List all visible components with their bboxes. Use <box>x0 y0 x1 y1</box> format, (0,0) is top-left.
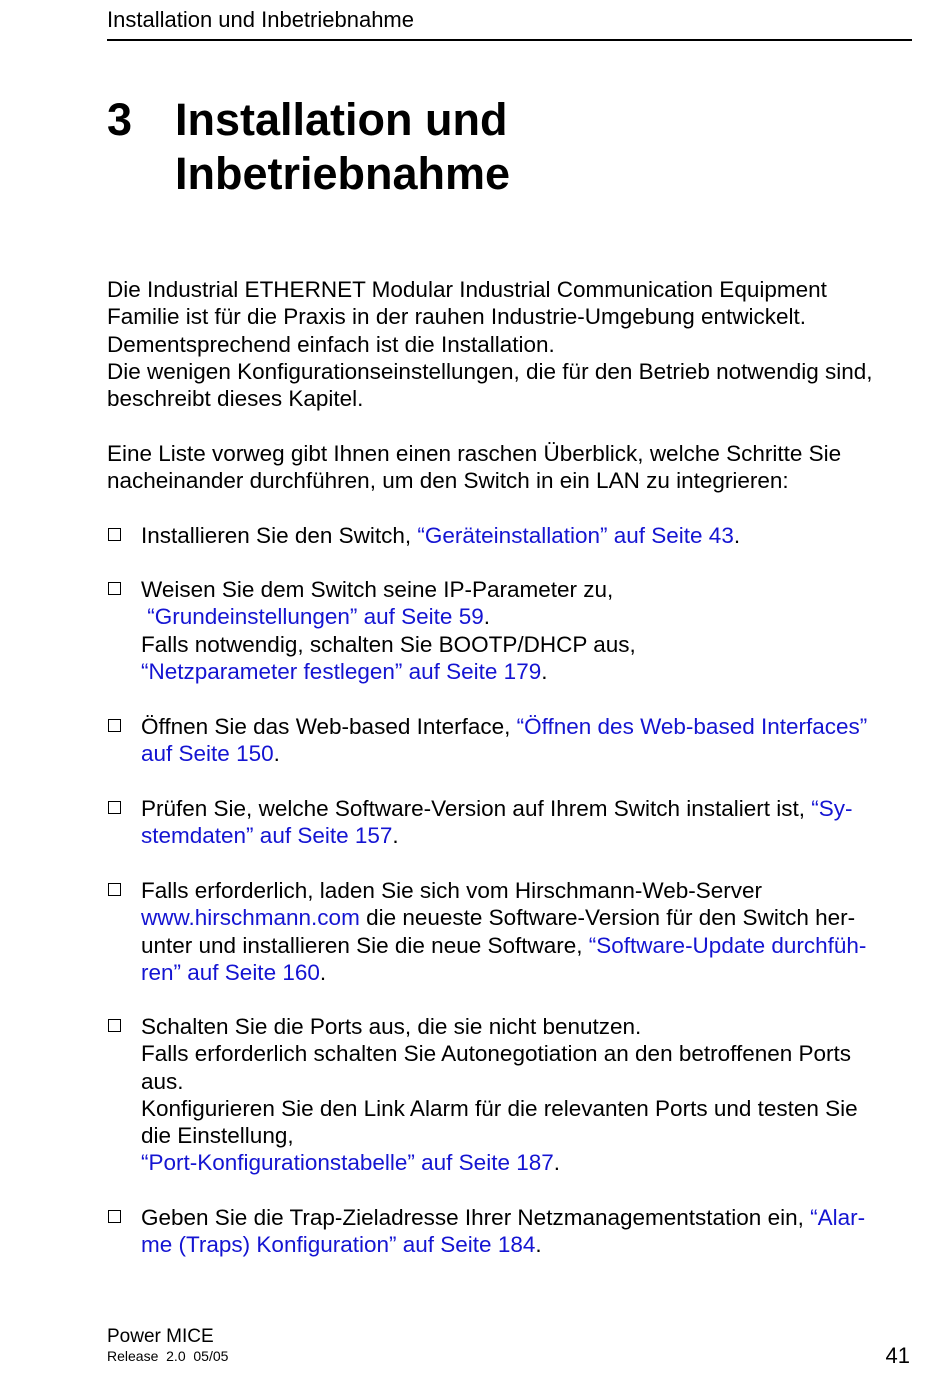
intro-paragraph-2 <box>107 440 917 495</box>
website-link[interactable]: www.hirschmann.com <box>141 905 360 931</box>
checkbox-icon <box>108 528 121 541</box>
page-link[interactable]: ren” auf Seite 160 <box>141 959 320 985</box>
page-link[interactable]: “Alar- <box>810 1205 866 1230</box>
chapter-title <box>175 93 735 201</box>
checklist-item: Schalten Sie die Ports aus, die sie nicht benutzen. Falls erforderlich schalten Sie Autonegotiation an den betroffenen Ports aus. Konfigurieren Sie den Link Alarm für die relevanten Ports und testen Sie die Einstellung, “Port-Konfigurationstabelle” auf Seite 187. <box>107 1013 917 1177</box>
page-link[interactable]: me (Traps) Konfiguration” auf Seite 184 <box>141 1232 536 1258</box>
intro-line: Familie ist für die Praxis in der rauhen Industrie-Umgebung entwickelt. <box>107 304 807 330</box>
chapter-title-line1: Installation und <box>175 94 508 145</box>
chapter-number: 3 <box>107 94 133 145</box>
checkbox-icon <box>108 582 121 595</box>
running-header: Installation und Inbetriebnahme <box>107 7 414 32</box>
footer-release: Release 2.0 05/05 <box>107 1348 229 1364</box>
checklist-item: Weisen Sie dem Switch seine IP-Parameter zu, “Grundeinstellungen” auf Seite 59. Falls notwendig, schalten Sie BOOTP/DHCP aus, “Netzparameter festlegen” auf Seite 179. <box>107 576 917 685</box>
page-link[interactable]: auf Seite 150 <box>141 741 274 767</box>
chapter-title-line2: Inbetriebnahme <box>175 148 511 199</box>
page-link[interactable]: stemdaten” auf Seite 157 <box>141 823 393 849</box>
checklist-item: Installieren Sie den Switch, “Geräteinstallation” auf Seite 43. <box>107 522 917 549</box>
checkbox-icon <box>108 1210 121 1223</box>
intro-line: Die wenigen Konfigurationseinstellungen, die für den Betrieb notwendig sind, <box>107 358 873 384</box>
intro-line: Eine Liste vorweg gibt Ihnen einen raschen Überblick, welche Schritte Sie <box>107 441 842 466</box>
footer-product: Power MICE <box>107 1326 214 1347</box>
header-rule <box>107 39 912 41</box>
intro-paragraph-1 <box>107 276 917 412</box>
checklist-item: Geben Sie die Trap-Zieladresse Ihrer Netzmanagementstation ein, “Alar- me (Traps) Konfiguration” auf Seite 184. <box>107 1204 917 1259</box>
page-link[interactable]: “Öffnen des Web-based Interfaces” <box>516 714 868 739</box>
intro-line: nacheinander durchführen, um den Switch in ein LAN zu integrieren: <box>107 468 789 494</box>
checkbox-icon <box>108 1019 121 1032</box>
checklist-item: Falls erforderlich, laden Sie sich vom Hirschmann-Web-Server www.hirschmann.com die neueste Software-Version für den Switch her- unter und installieren Sie die neue Software, “Software-Update durchfüh- ren” auf Seite 160. <box>107 877 917 986</box>
checklist-item: Prüfen Sie, welche Software-Version auf Ihrem Switch instaliert ist, “Sy- stemdaten” auf Seite 157. <box>107 795 917 850</box>
page-link[interactable]: “Netzparameter festlegen” auf Seite 179 <box>141 658 542 684</box>
page-number: 41 <box>885 1343 910 1368</box>
page-link[interactable]: “Geräteinstallation” auf Seite 43 <box>417 523 734 548</box>
checkbox-icon <box>108 883 121 896</box>
intro-line: Die Industrial ETHERNET Modular Industrial Communication Equipment <box>107 277 827 302</box>
page-link[interactable]: “Sy- <box>811 796 853 821</box>
page-link[interactable]: “Port-Konfigurationstabelle” auf Seite 187 <box>141 1150 554 1176</box>
page-link[interactable]: “Software-Update durchfüh- <box>588 932 867 958</box>
checklist-item: Öffnen Sie das Web-based Interface, “Öffnen des Web-based Interfaces” auf Seite 150. <box>107 713 917 768</box>
page-link[interactable]: “Grundeinstellungen” auf Seite 59 <box>141 604 484 630</box>
intro-line: beschreibt dieses Kapitel. <box>107 386 364 412</box>
checkbox-icon <box>108 801 121 814</box>
checkbox-icon <box>108 719 121 732</box>
intro-line: Dementsprechend einfach ist die Installation. <box>107 331 555 357</box>
